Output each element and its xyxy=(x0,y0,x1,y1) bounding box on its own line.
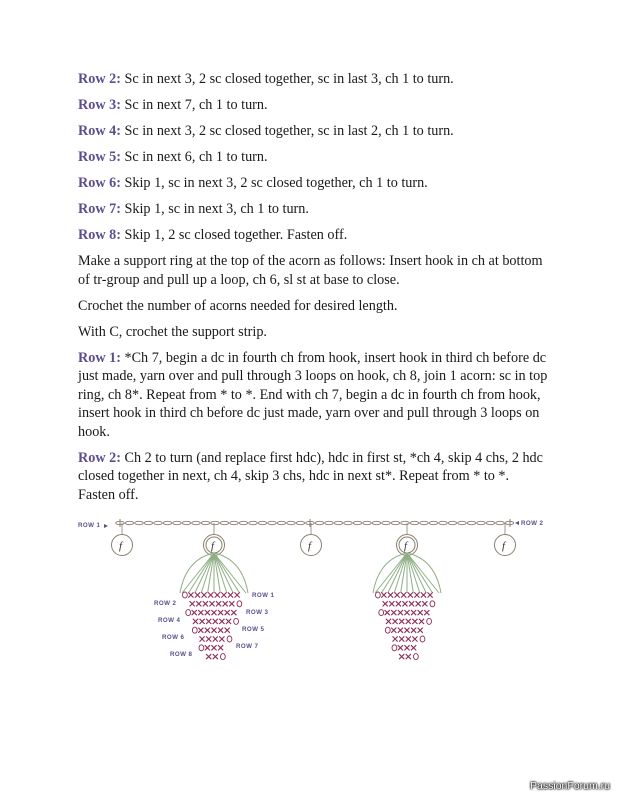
sc-stitch xyxy=(404,645,409,650)
turning-chain xyxy=(221,654,226,660)
sc-stitch xyxy=(404,628,409,633)
sc-stitch xyxy=(205,610,210,615)
sc-stitch xyxy=(221,592,226,597)
sc-stitch xyxy=(228,592,233,597)
chain-stitch xyxy=(401,521,410,524)
sc-stitch xyxy=(218,628,223,633)
dc-symbol: f xyxy=(404,540,408,552)
sc-stitch xyxy=(398,610,403,615)
sc-stitch xyxy=(206,619,211,624)
sc-stitch xyxy=(389,601,394,606)
chain-stitch xyxy=(239,521,248,524)
row-instruction xyxy=(78,200,548,219)
row-text: Skip 1, sc in next 3, ch 1 to turn. xyxy=(120,201,309,217)
sc-stitch xyxy=(213,636,218,641)
sc-stitch xyxy=(226,619,231,624)
turning-chain xyxy=(379,610,384,616)
row-text: Sc in next 3, 2 sc closed together, sc in last 3, ch 1 to turn. xyxy=(120,71,454,87)
chain-stitch xyxy=(296,521,305,524)
row-text: Skip 1, 2 sc closed together. Fasten off. xyxy=(120,227,348,243)
sc-stitch xyxy=(411,610,416,615)
sc-stitch xyxy=(391,610,396,615)
turning-chain xyxy=(227,636,232,642)
dc-symbol: f xyxy=(119,540,123,552)
turning-chain xyxy=(183,592,188,598)
sc-stitch xyxy=(229,601,234,606)
sc-stitch xyxy=(412,619,417,624)
tr-stitch xyxy=(407,553,433,593)
sc-stitch xyxy=(200,619,205,624)
row-label: ROW 1 xyxy=(252,592,275,599)
row-label: ROW 7 xyxy=(236,643,259,650)
chain-stitch xyxy=(287,521,296,524)
sc-stitch xyxy=(219,636,224,641)
tr-stitch xyxy=(214,553,240,593)
chain-stitch xyxy=(458,521,467,524)
row-label: ROW 3 xyxy=(246,609,269,616)
turning-chain xyxy=(376,592,381,598)
dc-symbol: f xyxy=(211,540,215,552)
chain-stitch xyxy=(182,521,191,524)
sc-stitch xyxy=(412,636,417,641)
sc-stitch xyxy=(388,592,393,597)
arrow-icon xyxy=(104,524,108,528)
row-label: Row 5: xyxy=(78,149,121,165)
chain-stitch xyxy=(277,521,286,524)
sc-stitch xyxy=(205,628,210,633)
sc-stitch xyxy=(188,592,193,597)
chain-stitch xyxy=(363,521,372,524)
sc-stitch xyxy=(205,645,210,650)
sc-stitch xyxy=(393,619,398,624)
sc-stitch xyxy=(395,592,400,597)
sc-stitch xyxy=(218,645,223,650)
sc-stitch xyxy=(190,601,195,606)
row-label: ROW 4 xyxy=(158,617,181,624)
turning-chain xyxy=(392,645,397,651)
sc-stitch xyxy=(386,619,391,624)
row-text: Skip 1, sc in next 3, 2 sc closed together, ch 1 to turn. xyxy=(120,175,428,191)
chain-stitch xyxy=(429,521,438,524)
row-label: ROW 8 xyxy=(170,651,193,658)
chain-stitch xyxy=(410,521,419,524)
sc-stitch xyxy=(414,592,419,597)
chain-stitch xyxy=(201,521,210,524)
row-label: ROW 6 xyxy=(162,634,185,641)
row-instruction xyxy=(78,96,548,115)
sc-stitch xyxy=(393,636,398,641)
watermark: PassionForum.ru xyxy=(530,780,610,792)
sc-stitch xyxy=(193,619,198,624)
chain-stitch xyxy=(144,521,153,524)
chain-stitch xyxy=(258,521,267,524)
turning-chain xyxy=(414,654,419,660)
chain-stitch xyxy=(315,521,324,524)
row-text: Ch 2 to turn (and replace first hdc), hdc in first st, *ch 4, skip 4 chs, 2 hdc closed together in next, ch 4, skip 3 chs, hdc in next st*. Repeat from * to *. Fasten off. xyxy=(78,449,543,503)
tr-stitch xyxy=(214,553,227,593)
chain-stitch xyxy=(211,521,220,524)
sc-stitch xyxy=(424,610,429,615)
tr-stitch xyxy=(381,553,407,593)
chain-stitch xyxy=(448,521,457,524)
pattern-text xyxy=(78,70,548,512)
chain-stitch xyxy=(173,521,182,524)
sc-stitch xyxy=(399,636,404,641)
crochet-chart xyxy=(70,505,550,665)
chain-stitch xyxy=(192,521,201,524)
row-text: *Ch 7, begin a dc in fourth ch from hook, insert hook in third ch before dc just made, yarn over and pull through 3 loops on hook, ch 8, join 1 acorn: sc in top ring, ch 8*. Repeat from * to *. End with ch 7, begin a dc in fourth ch from hook, insert hook in third ch before dc just made, yarn over and pull through 3 loops on hook. xyxy=(78,349,548,440)
sc-stitch xyxy=(200,636,205,641)
sc-stitch xyxy=(383,601,388,606)
chain-stitch xyxy=(230,521,239,524)
row-label: Row 4: xyxy=(78,123,121,139)
row-instruction xyxy=(78,226,548,245)
row-instruction xyxy=(78,449,548,505)
chain-stitch xyxy=(249,521,258,524)
chain-stitch xyxy=(382,521,391,524)
chain-stitch xyxy=(125,521,134,524)
instruction-paragraph: Crochet the number of acorns needed for desired length. xyxy=(78,297,398,314)
chain-stitch xyxy=(334,521,343,524)
sc-stitch xyxy=(225,610,230,615)
sc-stitch xyxy=(406,654,411,659)
row-label: Row 2: xyxy=(78,71,121,87)
sc-stitch xyxy=(195,592,200,597)
crochet-chart-svg xyxy=(70,505,550,665)
sc-stitch xyxy=(223,601,228,606)
sc-stitch xyxy=(418,610,423,615)
tr-stitch xyxy=(201,553,214,593)
chain-stitch xyxy=(268,521,277,524)
turning-chain xyxy=(430,601,435,607)
sc-stitch xyxy=(198,628,203,633)
sc-stitch xyxy=(215,592,220,597)
sc-stitch xyxy=(421,592,426,597)
sc-stitch xyxy=(209,601,214,606)
sc-stitch xyxy=(411,645,416,650)
sc-stitch xyxy=(391,628,396,633)
turning-chain xyxy=(385,627,390,633)
turning-chain xyxy=(427,618,432,624)
sc-stitch xyxy=(402,601,407,606)
chain-stitch xyxy=(391,521,400,524)
sc-stitch xyxy=(404,610,409,615)
row-instruction xyxy=(78,349,548,442)
row-label: Row 1: xyxy=(78,349,121,366)
row-instruction xyxy=(78,174,548,193)
sc-stitch xyxy=(418,628,423,633)
chain-stitch xyxy=(439,521,448,524)
sc-stitch xyxy=(398,628,403,633)
sc-stitch xyxy=(385,610,390,615)
dc-symbol: f xyxy=(308,540,312,552)
sc-stitch xyxy=(192,610,197,615)
sc-stitch xyxy=(409,601,414,606)
chain-stitch xyxy=(154,521,163,524)
row-text: Sc in next 3, 2 sc closed together, sc in last 2, ch 1 to turn. xyxy=(120,123,454,139)
chain-stitch xyxy=(496,521,505,524)
turning-chain xyxy=(237,601,242,607)
sc-stitch xyxy=(398,645,403,650)
row-label-strip-right: ROW 2 xyxy=(521,520,544,527)
sc-stitch xyxy=(419,619,424,624)
row-label: Row 2: xyxy=(78,449,121,466)
sc-stitch xyxy=(206,636,211,641)
sc-stitch xyxy=(219,619,224,624)
row-label: Row 3: xyxy=(78,97,121,113)
sc-stitch xyxy=(225,628,230,633)
turning-chain xyxy=(199,645,204,651)
sc-stitch xyxy=(211,628,216,633)
row-label: Row 8: xyxy=(78,227,121,243)
chain-stitch xyxy=(220,521,229,524)
sc-stitch xyxy=(235,592,240,597)
sc-stitch xyxy=(216,601,221,606)
sc-stitch xyxy=(218,610,223,615)
row-text: Sc in next 6, ch 1 to turn. xyxy=(120,149,268,165)
chain-stitch xyxy=(135,521,144,524)
instruction-paragraph: Make a support ring at the top of the acorn as follows: Insert hook in ch at bottom of tr-group and pull up a loop, ch 6, sl st at base to close. xyxy=(78,253,543,288)
row-label: ROW 5 xyxy=(242,626,265,633)
tr-stitch xyxy=(394,553,407,593)
row-text: Sc in next 7, ch 1 to turn. xyxy=(120,97,268,113)
chain-stitch xyxy=(353,521,362,524)
sc-stitch xyxy=(406,619,411,624)
sc-stitch xyxy=(211,610,216,615)
chain-stitch xyxy=(477,521,486,524)
sc-stitch xyxy=(422,601,427,606)
turning-chain xyxy=(192,627,197,633)
sc-stitch xyxy=(211,645,216,650)
row-instruction xyxy=(78,70,548,89)
turning-chain xyxy=(186,610,191,616)
sc-stitch xyxy=(203,601,208,606)
chain-stitch xyxy=(372,521,381,524)
sc-stitch xyxy=(202,592,207,597)
row-label-strip-left: ROW 1 xyxy=(78,522,101,529)
sc-stitch xyxy=(399,619,404,624)
sc-stitch xyxy=(401,592,406,597)
sc-stitch xyxy=(396,601,401,606)
turning-chain xyxy=(234,618,239,624)
sc-stitch xyxy=(399,654,404,659)
sc-stitch xyxy=(213,619,218,624)
arrow-icon xyxy=(515,521,519,525)
sc-stitch xyxy=(406,636,411,641)
sc-stitch xyxy=(408,592,413,597)
sc-stitch xyxy=(416,601,421,606)
row-label: Row 7: xyxy=(78,201,121,217)
sc-stitch xyxy=(411,628,416,633)
sc-stitch xyxy=(196,601,201,606)
sc-stitch xyxy=(213,654,218,659)
chain-stitch xyxy=(163,521,172,524)
sc-stitch xyxy=(206,654,211,659)
chain-stitch xyxy=(344,521,353,524)
sc-stitch xyxy=(428,592,433,597)
chain-stitch xyxy=(325,521,334,524)
sc-stitch xyxy=(198,610,203,615)
sc-stitch xyxy=(231,610,236,615)
sc-stitch xyxy=(381,592,386,597)
chain-stitch xyxy=(486,521,495,524)
chain-stitch xyxy=(420,521,429,524)
row-label: ROW 2 xyxy=(154,600,177,607)
row-instruction xyxy=(78,148,548,167)
row-label: Row 6: xyxy=(78,175,121,191)
row-instruction xyxy=(78,122,548,141)
chain-stitch xyxy=(467,521,476,524)
turning-chain xyxy=(420,636,425,642)
tr-stitch xyxy=(407,553,420,593)
sc-stitch xyxy=(208,592,213,597)
instruction-paragraph: With C, crochet the support strip. xyxy=(78,323,267,340)
dc-symbol: f xyxy=(502,540,506,552)
tr-stitch xyxy=(188,553,214,593)
